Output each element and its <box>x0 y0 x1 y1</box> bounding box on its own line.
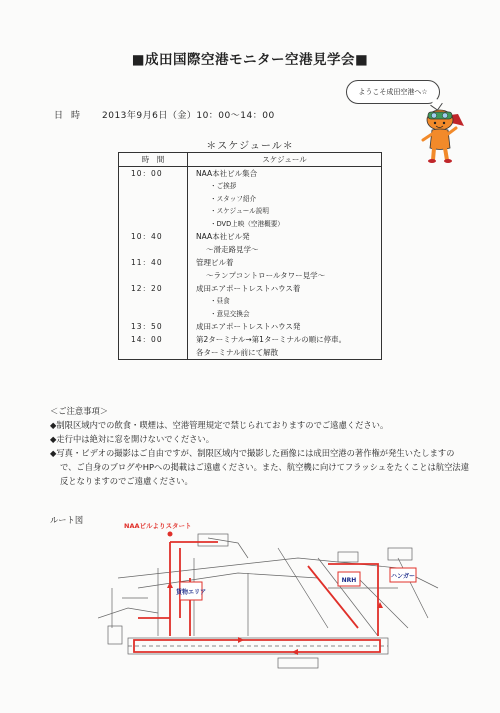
schedule-time-cell <box>119 282 188 295</box>
schedule-row <box>119 269 382 282</box>
schedule-item: ・意見交換会 <box>210 309 250 318</box>
schedule-item-cell <box>188 193 382 206</box>
schedule-item: 各ターミナル前にて解散 <box>196 348 279 357</box>
hangar-label: ハンガー <box>390 573 416 580</box>
datetime-label: 日時 <box>54 111 89 121</box>
schedule-row <box>119 282 382 295</box>
schedule-row <box>119 295 382 308</box>
schedule-item: ～滑走路見学～ <box>206 245 259 254</box>
schedule-item-cell <box>188 230 382 243</box>
schedule-item-cell <box>188 346 382 360</box>
schedule-table <box>118 152 382 360</box>
schedule-time-cell <box>119 205 188 218</box>
schedule-row <box>119 320 382 333</box>
schedule-item: 成田エアポートレストハウス着 <box>196 284 301 293</box>
note-item: ◆写真・ビデオの撮影はご自由ですが、制限区域内で撮影した画像には成田空港の著作権が発生いたしますので、ご自身のブログやHPへの掲載はご遠慮ください。また、航空機に向けてフラッシュをたくことは航空法違反となりますのでご遠慮ください。 <box>50 448 469 486</box>
schedule-row <box>119 193 382 206</box>
schedule-item-cell <box>188 295 382 308</box>
schedule-time-cell <box>119 230 188 243</box>
speech-bubble: ようこそ成田空港へ☆ <box>346 80 440 104</box>
route-map <box>98 518 450 676</box>
notes-section <box>50 404 470 488</box>
schedule-item: ～ランプコントロールタワー見学～ <box>206 271 326 280</box>
schedule-time-cell <box>119 320 188 333</box>
schedule-time-cell <box>119 346 188 360</box>
map-base <box>98 534 438 668</box>
schedule-time-cell <box>119 269 188 282</box>
schedule-item-cell <box>188 333 382 346</box>
schedule-row <box>119 308 382 321</box>
schedule-item: ・ご挨拶 <box>210 182 237 190</box>
tour-route <box>134 542 380 652</box>
schedule-item-cell <box>188 205 382 218</box>
schedule-item: 第2ターミナル→第1ターミナルの順に停車。 <box>196 335 347 344</box>
schedule-time: 12：20 <box>131 284 163 293</box>
schedule-table-body <box>119 167 382 360</box>
schedule-item-cell <box>188 180 382 193</box>
schedule-time-cell <box>119 180 188 193</box>
schedule-time: 13：50 <box>131 322 163 331</box>
schedule-time-cell <box>119 193 188 206</box>
schedule-row <box>119 180 382 193</box>
note-item: ◆制限区域内での飲食・喫煙は、空港管理規定で禁じられておりますのでご遠慮ください。 <box>50 420 389 430</box>
schedule-item-cell <box>188 243 382 256</box>
notes-heading: ＜ご注意事項＞ <box>50 406 109 416</box>
schedule-row <box>119 205 382 218</box>
schedule-item: ・スケジュール説明 <box>210 207 269 215</box>
schedule-item-cell <box>188 256 382 269</box>
schedule-row <box>119 346 382 360</box>
schedule-heading: ＊スケジュール＊ <box>206 141 294 152</box>
schedule-item: 成田エアポートレストハウス発 <box>196 322 301 331</box>
schedule-item: NAA本社ビル集合 <box>196 169 258 178</box>
schedule-table-header <box>119 153 382 167</box>
note-item: ◆走行中は絶対に窓を開けないでください。 <box>50 434 215 444</box>
schedule-row <box>119 167 382 181</box>
schedule-row <box>119 333 382 346</box>
schedule-row <box>119 230 382 243</box>
schedule-item: ・昼食 <box>210 297 230 305</box>
schedule-time-cell <box>119 333 188 346</box>
schedule-time-cell <box>119 308 188 321</box>
schedule-item-cell <box>188 308 382 321</box>
route-start-marker <box>168 532 173 537</box>
schedule-item-cell <box>188 282 382 295</box>
schedule-time: 10：40 <box>131 232 163 241</box>
schedule-item: ・DVD上映（空港概要） <box>210 219 284 228</box>
schedule-item: NAA本社ビル発 <box>196 232 250 241</box>
mascot-character-icon <box>418 104 468 164</box>
schedule-row <box>119 256 382 269</box>
schedule-time: 11：40 <box>131 258 163 267</box>
schedule-time-cell <box>119 218 188 231</box>
schedule-item-cell <box>188 218 382 231</box>
route-map-label: ルート図 <box>50 515 84 525</box>
datetime-value: 2013年9月6日（金）10：00～14：00 <box>102 111 275 121</box>
schedule-item-cell <box>188 167 382 181</box>
schedule-time-cell <box>119 295 188 308</box>
schedule-item-cell <box>188 320 382 333</box>
schedule-time: 14：00 <box>131 335 163 344</box>
route-start-label: NAAビルよりスタート <box>124 522 192 530</box>
schedule-row <box>119 218 382 231</box>
cargo-area-label: 貨物エリア <box>175 589 207 596</box>
header-schedule: スケジュール <box>188 153 382 167</box>
header-time: 時 間 <box>119 153 188 167</box>
schedule-item: ・スタッフ紹介 <box>210 194 257 203</box>
schedule-time-cell <box>119 243 188 256</box>
schedule-time: 10：00 <box>131 169 163 178</box>
schedule-time-cell <box>119 256 188 269</box>
schedule-item-cell <box>188 269 382 282</box>
schedule-time-cell <box>119 167 188 181</box>
page-title: ■成田国際空港モニター空港見学会■ <box>131 52 369 68</box>
schedule-row <box>119 243 382 256</box>
schedule-item: 管理ビル着 <box>196 258 234 267</box>
nrh-label: NRH <box>341 577 357 584</box>
